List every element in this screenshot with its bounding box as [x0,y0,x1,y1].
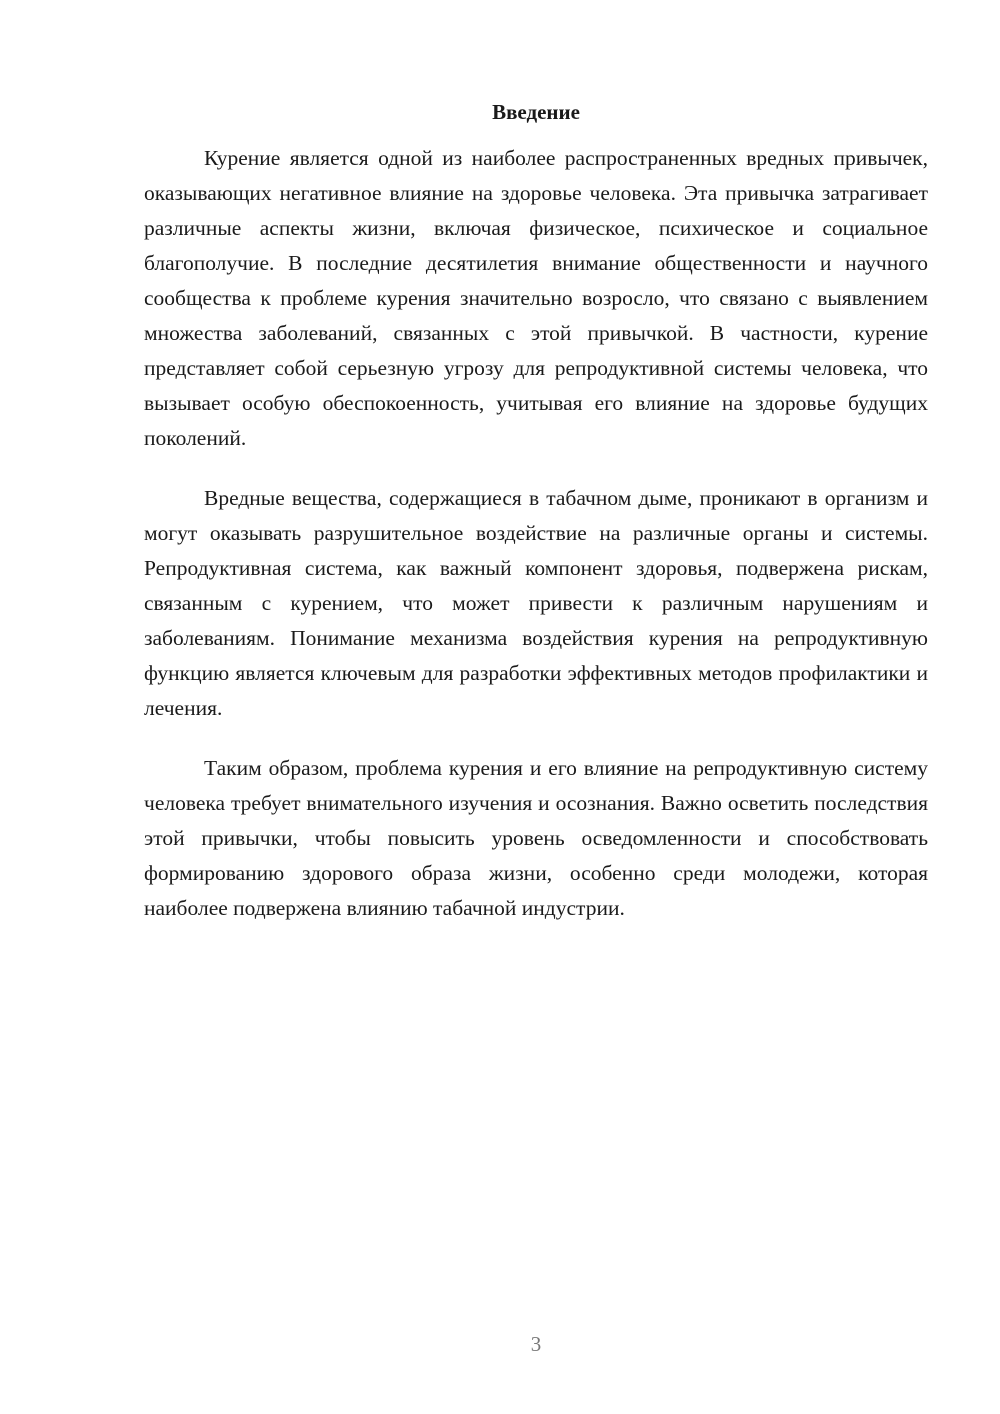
paragraph-3: Таким образом, проблема курения и его влияние на репродуктивную систему человека требует внимательного изучения и осознания. Важно осветить последствия этой привычки, чтобы повысить уровень осведомленности и способствовать формированию здорового образа жизни, особенно среди молодежи, которая наиболее подвержена влиянию табачной индустрии. [144,756,928,920]
paragraph-1: Курение является одной из наиболее распространенных вредных привычек, оказывающих негативное влияние на здоровье человека. Эта привычка затрагивает различные аспекты жизни, включая физическое, психическое и социальное благополучие. В последние десятилетия внимание общественности и научного сообщества к проблеме курения значительно возросло, что связано с выявлением множества заболеваний, связанных с этой привычкой. В частности, курение представляет собой серьезную угрозу для репродуктивной системы человека, что вызывает особую обеспокоенность, учитывая его влияние на здоровье будущих поколений. [144,146,928,450]
page-number: 3 [530,1332,542,1356]
section-heading: Введение [492,100,580,124]
paragraph-2: Вредные вещества, содержащиеся в табачном дыме, проникают в организм и могут оказывать разрушительное воздействие на различные органы и системы. Репродуктивная система, как важный компонент здоровья, подвержена рискам, связанным с курением, что может привести к различным нарушениям и заболеваниям. Понимание механизма воздействия курения на репродуктивную функцию является ключевым для разработки эффективных методов профилактики и лечения. [144,486,928,720]
document-body [144,141,928,951]
